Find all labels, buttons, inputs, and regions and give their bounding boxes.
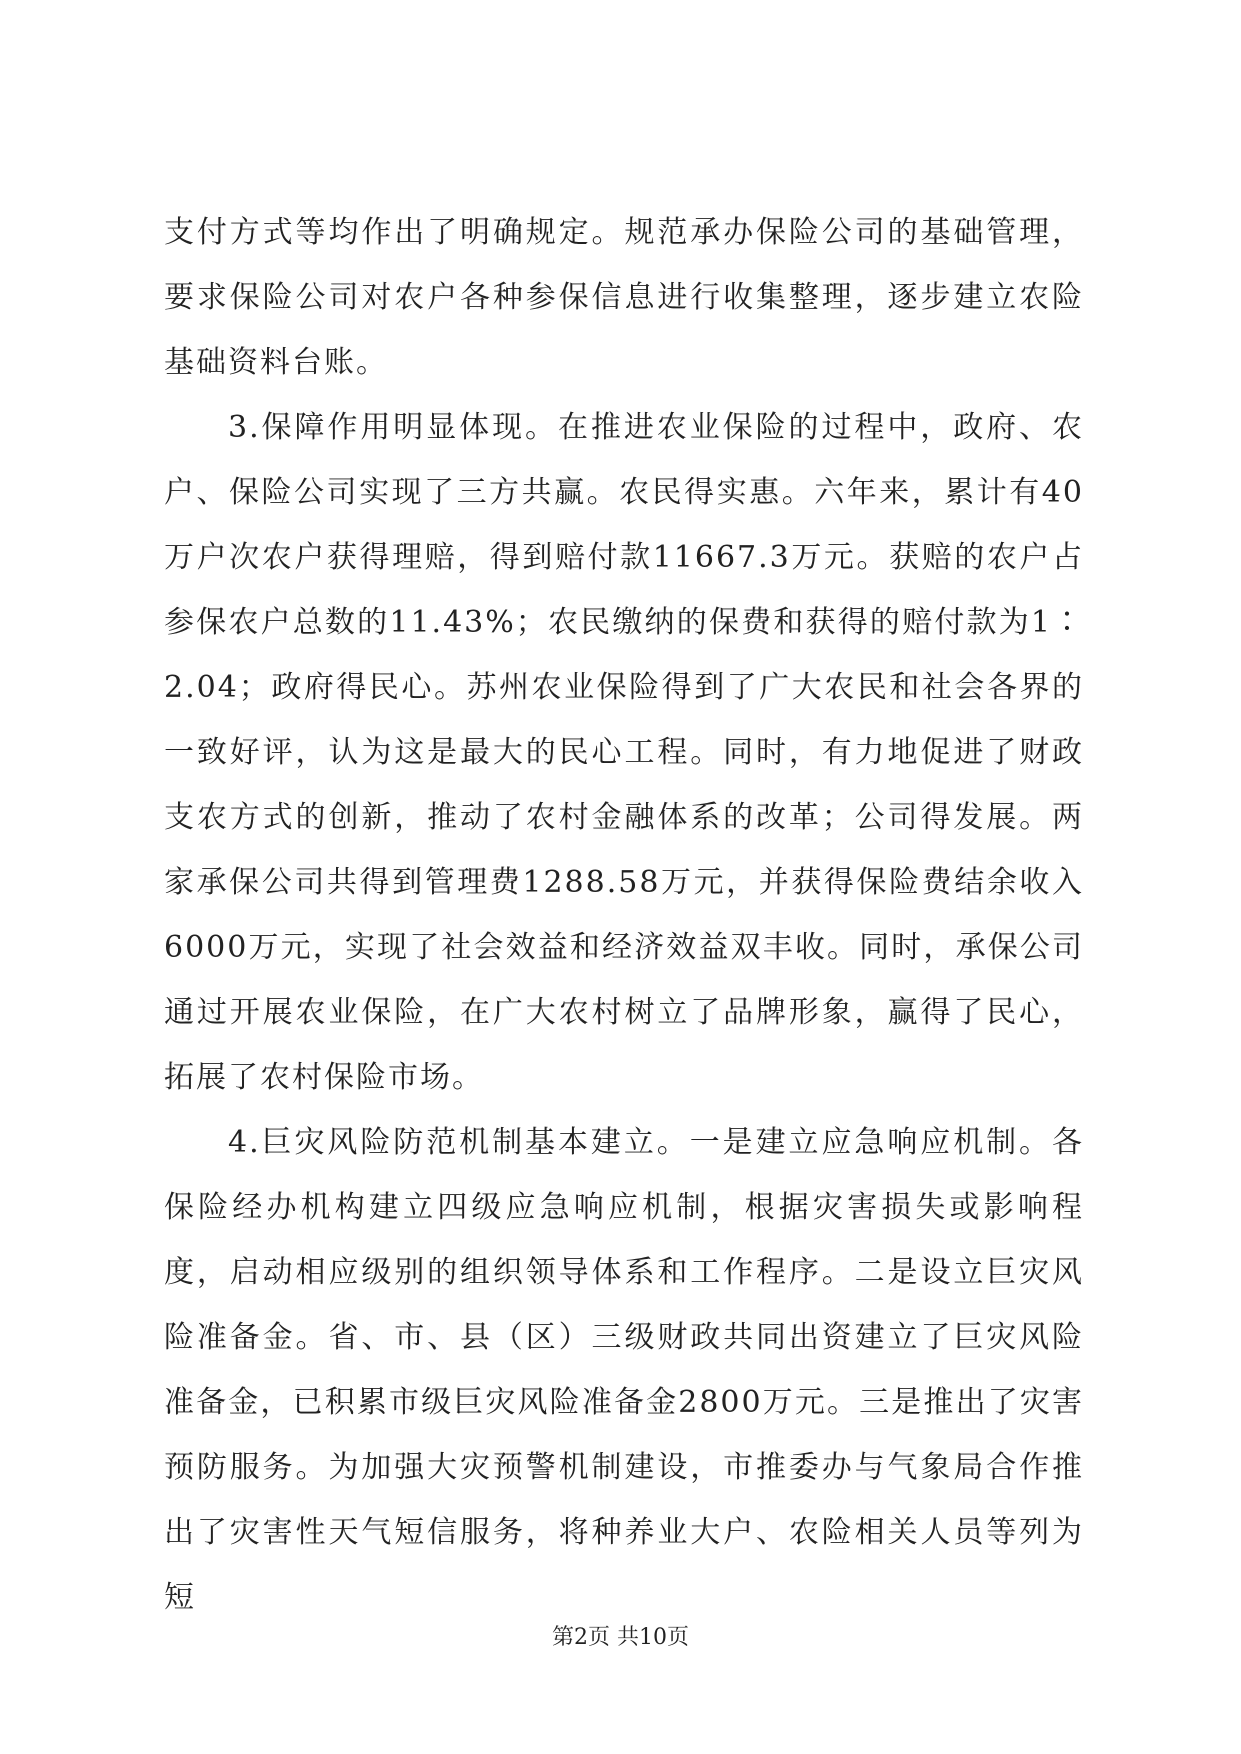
- paragraph-section-4: 4.巨灾风险防范机制基本建立。一是建立应急响应机制。各保险经办机构建立四级应急响应机制，根据灾害损失或影响程度，启动相应级别的组织领导体系和工作程序。二是设立巨灾风险准备金。省、市、县（区）三级财政共同出资建立了巨灾风险准备金，已积累市级巨灾风险准备金2800万元。三是推出了灾害预防服务。为加强大灾预警机制建设，市推委办与气象局合作推出了灾害性天气短信服务，将种养业大户、农险相关人员等列为短: [164, 1125, 1084, 1615]
- paragraph-continuation: 支付方式等均作出了明确规定。规范承办保险公司的基础管理，要求保险公司对农户各种参保信息进行收集整理，逐步建立农险基础资料台账。: [164, 215, 1084, 380]
- document-body: [164, 200, 1084, 1630]
- page-number-footer: 第2页 共10页: [552, 1625, 689, 1650]
- paragraph-section-3: 3.保障作用明显体现。在推进农业保险的过程中，政府、农户、保险公司实现了三方共赢。农民得实惠。六年来，累计有40万户次农户获得理赔，得到赔付款11667.3万元。获赔的农户占参保农户总数的11.43%；农民缴纳的保费和获得的赔付款为1∶2.04；政府得民心。苏州农业保险得到了广大农民和社会各界的一致好评，认为这是最大的民心工程。同时，有力地促进了财政支农方式的创新，推动了农村金融体系的改革；公司得发展。两家承保公司共得到管理费1288.58万元，并获得保险费结余收入6000万元，实现了社会效益和经济效益双丰收。同时，承保公司通过开展农业保险，在广大农村树立了品牌形象，赢得了民心，拓展了农村保险市场。: [164, 410, 1084, 1095]
